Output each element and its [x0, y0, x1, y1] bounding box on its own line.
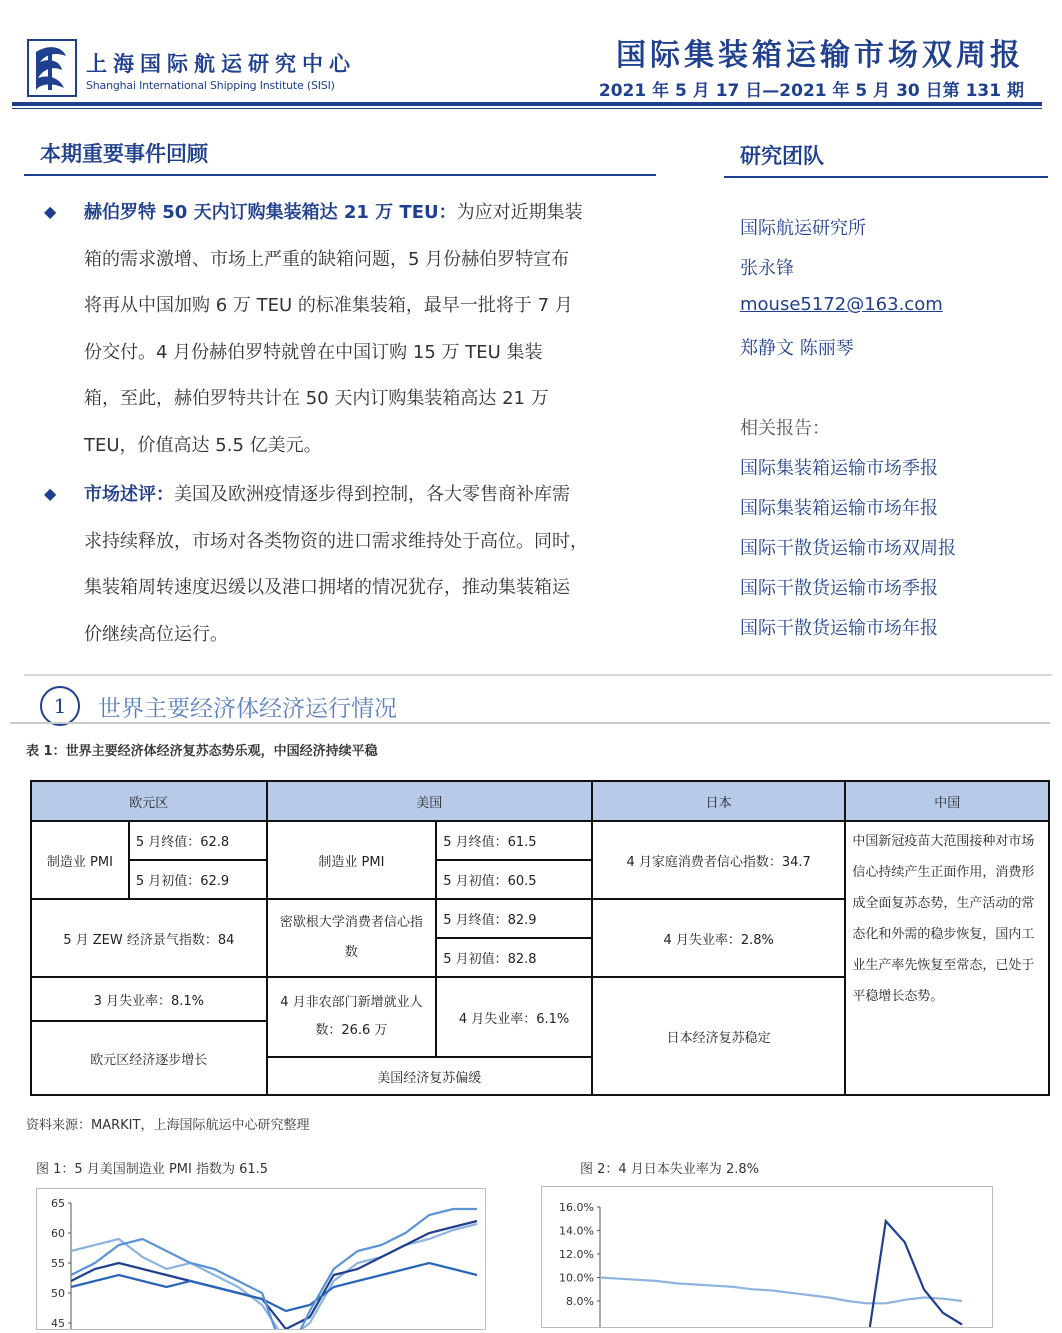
related-report-link[interactable]: 国际干散货运输市场年报	[740, 618, 938, 639]
section-title: 世界主要经济体经济运行情况	[98, 696, 397, 722]
series-line-series-b	[867, 1221, 962, 1327]
us-cci-label: 密歇根大学消费者信心指数	[267, 899, 437, 977]
series-line-series-b	[71, 1221, 477, 1329]
fig1-chart	[36, 1188, 486, 1330]
fig1-caption: 图 1：5 月美国制造业 PMI 指数为 61.5	[36, 1162, 269, 1177]
related-report-link[interactable]: 国际集装箱运输市场季报	[740, 458, 938, 479]
fig2-chart-svg	[542, 1187, 992, 1327]
us-summary: 美国经济复苏偏缓	[267, 1057, 592, 1095]
section-title-rule	[10, 722, 1050, 724]
team-email-link[interactable]: mouse5172@163.com	[740, 294, 943, 315]
series-line-series-d	[71, 1209, 477, 1329]
team-institute: 国际航运研究所	[740, 218, 866, 239]
events-heading: 本期重要事件回顾	[40, 142, 208, 166]
event-title: 市场述评：	[84, 484, 174, 505]
jp-confidence: 4 月家庭消费者信心指数：34.7	[592, 821, 845, 899]
event-line: 将再从中国加购 6 万 TEU 的标准集装箱，最早一批将于 7 月	[84, 295, 573, 316]
events-heading-rule	[24, 174, 656, 176]
report-period: 2021 年 5 月 17 日—2021 年 5 月 30 日第 131 期	[598, 81, 1024, 101]
report-title: 国际集装箱运输市场双周报	[616, 38, 1024, 73]
event-line: 求持续释放，市场对各类物资的进口需求维持处于高位。同时，	[84, 530, 588, 552]
related-report-link[interactable]: 国际干散货运输市场季报	[740, 578, 938, 599]
eu-summary: 欧元区经济逐步增长	[31, 1021, 267, 1095]
col-header-cn: 中国	[845, 781, 1049, 821]
related-reports-heading: 相关报告：	[740, 418, 830, 439]
header-rule	[12, 102, 1042, 106]
team-heading-rule	[724, 176, 1048, 178]
table-row	[31, 821, 1049, 860]
jp-summary: 日本经济复苏稳定	[592, 977, 845, 1095]
fig2-caption: 图 2：4 月日本失业率为 2.8%	[580, 1162, 759, 1177]
team-heading: 研究团队	[740, 144, 824, 168]
y-tick-label: 60	[51, 1227, 65, 1240]
event-line: 箱，至此，赫伯罗特共计在 50 天内订购集装箱高达 21 万	[84, 388, 549, 409]
event-line: 箱的需求激增、市场上严重的缺箱问题，5 月份赫伯罗特宣布	[84, 248, 570, 270]
event-item-1	[84, 190, 654, 469]
col-header-eu: 欧元区	[31, 781, 267, 821]
series-line-series-c	[71, 1263, 477, 1311]
event-item-2	[84, 472, 654, 658]
us-cci-initial: 5 月初值：82.8	[436, 938, 592, 977]
y-tick-label: 55	[51, 1257, 65, 1270]
cn-summary: 中国新冠疫苗大范围接种对市场信心持续产生正面作用，消费形成全面复苏态势，生产活动的常态化和外需的稳步恢复，国内工业生产率先恢复至常态，已处于平稳增长态势。	[845, 821, 1049, 1095]
jp-unemployment: 4 月失业率：2.8%	[592, 899, 845, 977]
us-pmi-label: 制造业 PMI	[267, 821, 437, 899]
y-tick-label: 45	[51, 1317, 65, 1329]
event-line: 为应对近期集装	[456, 202, 583, 223]
eu-pmi-label: 制造业 PMI	[31, 821, 129, 899]
org-name-cn: 上海国际航运研究中心	[86, 51, 356, 76]
us-cci-final: 5 月终值：82.9	[436, 899, 592, 938]
section-divider	[24, 674, 1052, 676]
related-report-link[interactable]: 国际干散货运输市场双周报	[740, 538, 956, 559]
event-title: 赫伯罗特 50 天内订购集装箱达 21 万 TEU：	[84, 202, 457, 223]
economy-table	[30, 780, 1050, 1096]
bullet-diamond-icon: ◆	[44, 484, 57, 503]
section-number: 1	[40, 686, 80, 726]
eu-zew: 5 月 ZEW 经济景气指数：84	[31, 899, 267, 977]
header-rule-thin	[12, 108, 1042, 109]
col-header-jp: 日本	[592, 781, 845, 821]
event-line: 美国及欧洲疫情逐步得到控制，各大零售商补库需	[174, 484, 570, 505]
org-name-en: Shanghai International Shipping Institute (SISI)	[86, 79, 335, 92]
event-line: 集装箱周转速度迟缓以及港口拥堵的情况犹存，推动集装箱运	[84, 577, 570, 598]
event-line: TEU，价值高达 5.5 亿美元。	[84, 434, 322, 456]
team-members: 郑静文 陈丽琴	[740, 338, 854, 359]
y-tick-label: 8.0%	[566, 1295, 594, 1308]
event-line: 价继续高位运行。	[84, 623, 228, 645]
fig1-chart-svg	[37, 1189, 485, 1329]
y-tick-label: 14.0%	[559, 1224, 594, 1238]
us-nonfarm: 4 月非农部门新增就业人数：26.6 万	[267, 977, 437, 1057]
eu-pmi-final: 5 月终值：62.8	[129, 821, 267, 860]
related-report-link[interactable]: 国际集装箱运输市场年报	[740, 498, 938, 519]
us-pmi-initial: 5 月初值：60.5	[436, 860, 592, 899]
table-header-row	[31, 781, 1049, 821]
y-tick-label: 10.0%	[559, 1271, 594, 1285]
table-caption: 表 1：世界主要经济体经济复苏态势乐观，中国经济持续平稳	[26, 744, 378, 759]
col-header-us: 美国	[267, 781, 592, 821]
team-lead: 张永锋	[740, 258, 794, 279]
us-unemployment: 4 月失业率：6.1%	[436, 977, 592, 1057]
y-tick-label: 12.0%	[559, 1248, 594, 1261]
event-line: 份交付。4 月份赫伯罗特就曾在中国订购 15 万 TEU 集装	[84, 341, 543, 363]
y-tick-label: 16.0%	[559, 1201, 594, 1214]
eu-unemployment: 3 月失业率：8.1%	[31, 977, 267, 1021]
source-note: 资料来源：MARKIT，上海国际航运中心研究整理	[26, 1118, 310, 1133]
bullet-diamond-icon: ◆	[44, 202, 57, 221]
fig2-chart	[541, 1186, 993, 1328]
y-tick-label: 65	[51, 1197, 65, 1210]
y-tick-label: 50	[51, 1287, 65, 1300]
series-line-series-a	[600, 1278, 962, 1304]
sisi-logo	[26, 38, 78, 98]
us-pmi-final: 5 月终值：61.5	[436, 821, 592, 860]
eu-pmi-initial: 5 月初值：62.9	[129, 860, 267, 899]
